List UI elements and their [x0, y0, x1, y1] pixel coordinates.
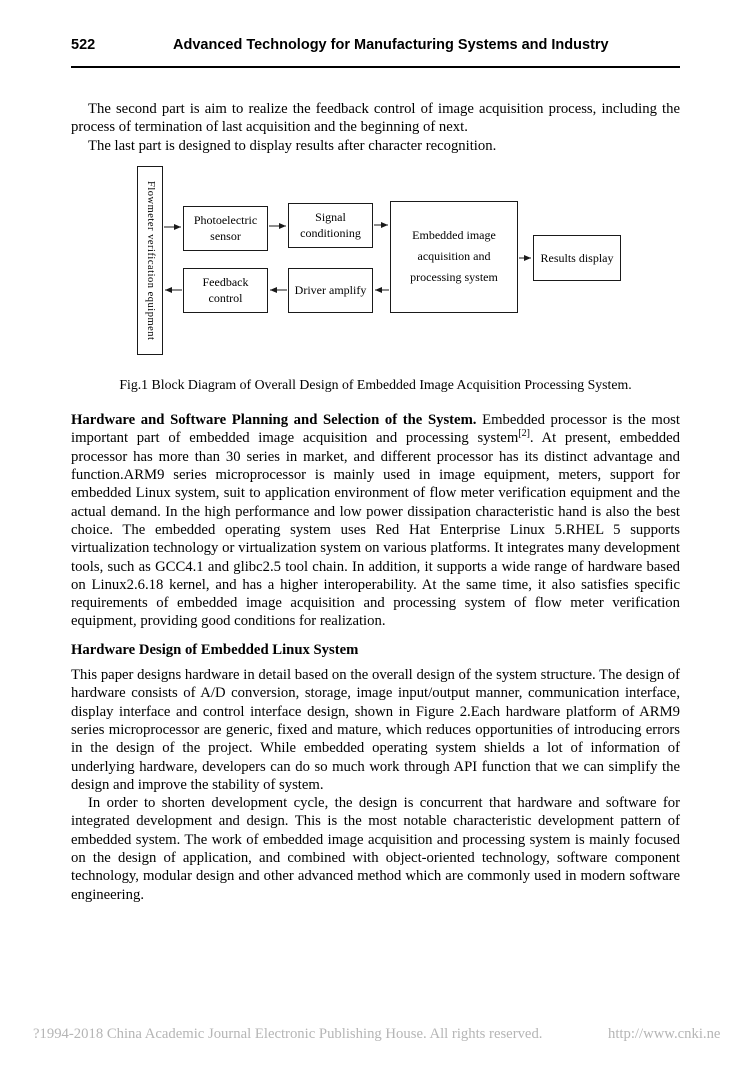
running-title: Advanced Technology for Manufacturing Systems and Industry [173, 37, 609, 53]
section2-paragraph-1: This paper designs hardware in detail based on the overall design of the system structure. The design of hardware consists of A/D conversion, storage, image input/output manner, communication interface, display interface and control interface design, shown in Figure 2.Each hardware platform of ARM9 series microprocessor are generic, fixed and mature, which reduces opportunities of introducing errors in the design of the project. While embedded operating system shields a lot of information of underlying hardware, developers can do so much work through API function that we can simplify the design and improve the stability of system. [71, 667, 680, 793]
citation-ref-2: [2] [518, 428, 530, 440]
diagram-box-flowmeter-verification-equipment: Flowmeter verification equipment [137, 166, 163, 355]
section1-paragraph [71, 411, 680, 631]
diagram-box-feedback-control: Feedback control [183, 268, 268, 313]
page-number: 522 [71, 37, 96, 53]
figure-1-block-diagram [135, 163, 695, 363]
footer-copyright: ?1994-2018 China Academic Journal Electronic Publishing House. All rights reserved. [33, 1026, 543, 1042]
intro-paragraph-1: The second part is aim to realize the feedback control of image acquisition process, including the process of termination of last acquisition and the beginning of next. [71, 101, 680, 136]
page-header [71, 37, 680, 57]
section1-heading: Hardware and Software Planning and Selection of the System. [71, 412, 477, 429]
figure-1-caption: Fig.1 Block Diagram of Overall Design of Embedded Image Acquisition Processing System. [119, 376, 632, 392]
section2-paragraph-2: In order to shorten development cycle, the design is concurrent that hardware and software for integrated development and design. This is the most notable characteristic development pattern of embedded system. The work of embedded image acquisition and processing system is mainly focused on the design of application, and combined with object-oriented technology, software component technology, modular design and other advanced method which are commonly used in modern software engineering. [71, 795, 680, 903]
diagram-box-signal-conditioning: Signal conditioning [288, 203, 373, 248]
section1-text-before-ref: Embedded processor is the most important part of embedded image acquisition and processing system [71, 412, 680, 447]
diagram-box-photoelectric-sensor: Photoelectric sensor [183, 206, 268, 251]
section1-text-after-ref: . At present, embedded processor has more than 30 series in market, and different processor has its distinct advantage and function.ARM9 series microprocessor is mainly used in image equipment, meters, support for embedded Linux system, suit to application environment of flow meter verification equipment and the actual demand. In the high performance and low power dissipation characteristic hand is also the best choice. The embedded operating system uses Red Hat Enterprise Linux 5.RHEL 5 supports virtualization technology or virtualization system on various platforms. It integrates many development tools, such as GCC4.1 and glibc2.5 tool chain. In addition, it supports a wide range of hardware based on Linux2.6.18 kernel, and has a higher interoperability. At the same time, it also satisfies specific requirements of embedded image acquisition and processing system of flow meter verification equipment, providing good conditions for realization. [71, 430, 680, 630]
intro-paragraph-2: The last part is designed to display results after character recognition. [88, 137, 497, 154]
header-rule [71, 66, 680, 68]
section2-heading: Hardware Design of Embedded Linux System [71, 641, 359, 658]
page-content [71, 100, 680, 904]
page-footer [0, 1026, 749, 1048]
diagram-box-results-display: Results display [533, 235, 621, 281]
footer-url: http://www.cnki.ne [608, 1026, 721, 1042]
diagram-box-driver-amplify: Driver amplify [288, 268, 373, 313]
diagram-box-embedded-image-system: Embedded image acquisition and processing system [390, 201, 518, 313]
